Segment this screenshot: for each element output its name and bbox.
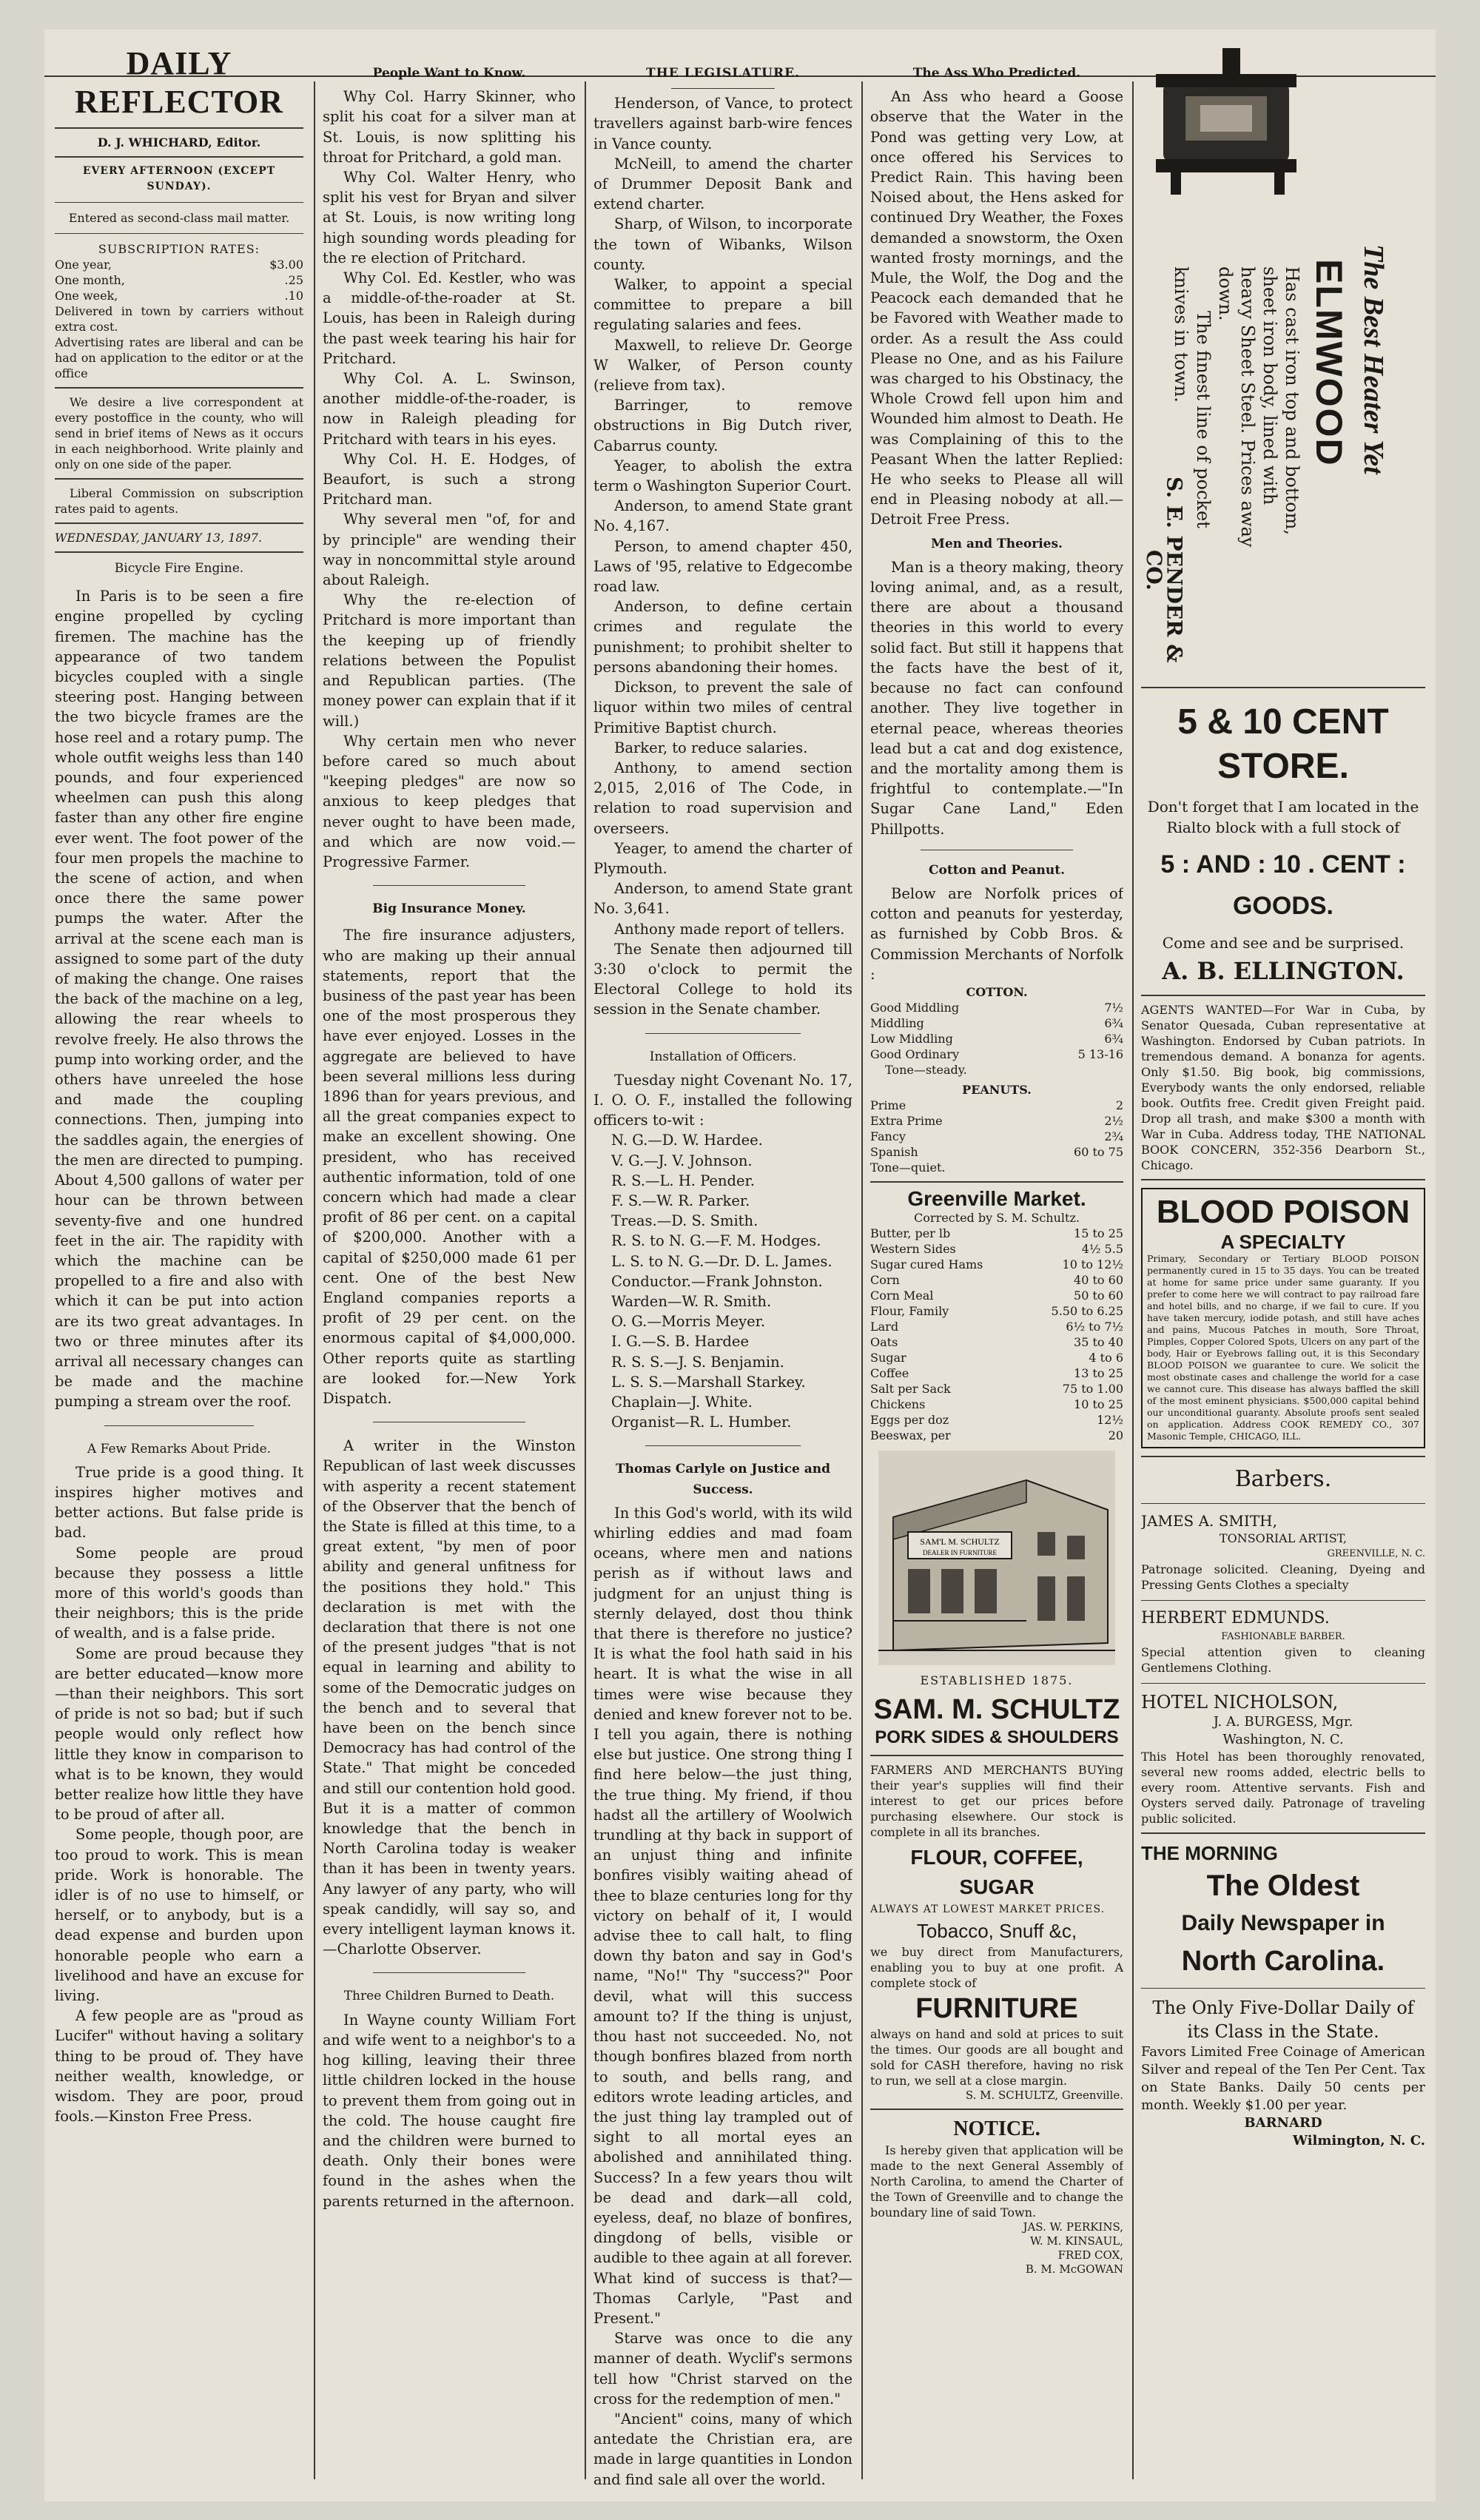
article-heading: People Want to Know. [372,66,526,81]
legislature-item: Dickson, to prevent the sale of liquor within two miles of central Primitive Baptist church. [593,679,852,736]
stove-line: down. [1215,266,1237,321]
officers-list [593,1130,852,1432]
masthead-title: DAILY REFLECTOR [74,45,284,120]
legislature-item: Anthony made report of tellers. [614,920,845,938]
list-item: L. S. to N. G.—Dr. D. L. James. [611,1252,832,1270]
article-body: The fire insurance adjusters, who are making up their annual statements, report that the business of the past year has been one of the most prosperous they have ever enjoyed. Losses in the aggregate are believed to have been several millions less during 1896 than for years previous, and all the great companies expect to make an excellent showing. One president, who has received authentic information, told of one concern which had made a clear profit of 86 per cent. on a capital of $200,000. Another with a capital of $250,000 made 61 per cent. One of the best New England companies reports a profit of 29 per cent. on the enormous capital of $4,000,000. Other reports quite as startling are looked for.—New York Dispatch. [323,927,576,1407]
notice-heading: NOTICE. [953,2117,1040,2141]
list-item: I. G.—S. B. Hardee [611,1333,749,1351]
store-owner: A. B. ELLINGTON. [1162,957,1405,985]
advertising-note: Advertising rates are liberal and can be had on application to the editor or at the office [55,335,303,380]
table-title: COTTON. [966,984,1028,999]
rate-row: One week, .10 [55,289,303,303]
article-paragraph: True pride is a good thing. It inspires higher motives and better actions. But false pride is bad. [55,1463,303,1542]
notice-signature: FRED COX, [1057,2248,1123,2262]
table-row: Chickens 10 to 25 [870,1397,1123,1412]
store-title: 5 & 10 CENT STORE. [1177,702,1389,786]
legislature-item: Yeager, to abolish the extra term o Washington Superior Court. [593,457,852,495]
column-2 [323,59,576,2487]
schultz-tobacco: Tobacco, Snuff &c, [916,1920,1077,1943]
morning-daily: Daily Newspaper in [1181,1911,1385,1935]
peanuts-table [870,1098,1123,1175]
article-paragraph: Why Col. Harry Skinner, who split his coat for a silver man at St. Louis, is now splitting his throat for Pritchard, a gold man. [323,88,576,166]
article-paragraph: Some are proud because they are better educated—know more—than their neighbors. This sort of pride is not so bad; but if such people would only reflect how little they know in comparison to what is to be known, they would better realize how little they have to be proud of after all. [55,1644,303,1824]
article-paragraph: Why the re-election of Pritchard is more important than the keeping up of friendly relations between the Populist and Republican parties. (The money power can explain that if it will.) [323,591,576,730]
article-heading: Men and Theories. [931,536,1063,551]
article-heading: THE LEGISLATURE. [646,66,800,81]
correspondent-note: We desire a live correspondent at every postoffice in the county, who will send in brief items of News as it occurs in each neighborhood. Write plainly and only on one side of the paper. [55,395,303,471]
list-item: R. S. to N. G.—F. M. Hodges. [611,1232,821,1250]
article-heading: The Ass Who Predicted. [912,66,1081,81]
legislature-item: Barker, to reduce salaries. [614,739,808,756]
table-row: Extra Prime 2½ [870,1113,1123,1128]
table-row: Spanish 60 to 75 [870,1144,1123,1159]
list-item: Warden—W. R. Smith. [611,1292,772,1310]
article-paragraph: Why Col. A. L. Swinson, another middle-of-the-roader, is now in Raleigh pleading for Pritchard with tears in his eyes. [323,370,576,448]
table-row: Flour, Family 5.50 to 6.25 [870,1304,1123,1319]
list-item: F. S.—W. R. Parker. [611,1192,750,1209]
table-row: Western Sides 4½ 5.5 [870,1242,1123,1257]
stove-line: heavy Sheet Steel. Prices away [1237,266,1259,548]
stove-line: knives in town. [1171,266,1192,403]
article-paragraph: Why Col. H. E. Hodges, of Beaufort, is such a strong Pritchard man. [323,450,576,508]
legislature-item: The Senate then adjourned till 3:30 o'clock to permit the Electoral College to hold its session in the Senate chamber. [593,940,852,1018]
table-row: Fancy 2¾ [870,1129,1123,1143]
stove-line: sheet iron body, lined with [1259,266,1281,505]
stove-brand: The Best Heater Yet [1358,244,1390,474]
column-rule [1132,81,1134,2479]
table-row: Sugar cured Hams 10 to 12½ [870,1257,1123,1272]
stove-seller: S. E. PENDER & CO. [1142,477,1187,663]
edmunds-name: HERBERT EDMUNDS. [1141,1609,1330,1627]
list-item: O. G.—Morris Meyer. [611,1313,766,1331]
list-item: Chaplain—J. White. [611,1394,753,1411]
blood-poison-heading: BLOOD POISON [1156,1194,1410,1230]
store-goods: 5 : AND : 10 . CENT : GOODS. [1160,850,1406,920]
legislature-item: McNeill, to amend the charter of Drummer Deposit Bank and extend charter. [593,155,852,213]
article-heading: A Few Remarks About Pride. [87,1441,272,1456]
article-heading: Big Insurance Money. [372,901,526,917]
stove-icon [1141,44,1319,200]
article-heading: Installation of Officers. [649,1049,797,1064]
editor-line: D. J. WHICHARD, Editor. [97,135,261,149]
store-building-icon [878,1451,1115,1665]
table-row: Oats 35 to 40 [870,1335,1123,1350]
edmunds-text: Special attention given to cleaning Gentlemens Clothing. [1141,1645,1425,1675]
rate-row: One year, $3.00 [55,258,303,272]
column-rule [861,81,863,2479]
list-item: R. S.—L. H. Pender. [611,1172,755,1189]
schultz-prices: ALWAYS AT LOWEST MARKET PRICES. [870,1904,1106,1916]
legislature-item: Maxwell, to relieve Dr. George W Walker, of Person county (relieve from tax). [593,336,852,394]
column-4 [870,59,1123,2487]
morning-publisher: BARNARD [1244,2115,1322,2131]
smith-title: TONSORIAL ARTIST, [1219,1531,1348,1545]
morning-nc: North Carolina. [1181,1946,1385,1977]
column-1 [55,44,303,2487]
article-paragraph: Tuesday night Covenant No. 17, I. O. O. F., installed the following officers to-wit : [593,1071,852,1129]
morning-only: The Only Five-Dollar Daily of its Class in the State. [1152,1997,1414,2042]
schultz-tobacco-text: we buy direct from Manufacturers, enabling you to buy at one profit. A complete stock of [870,1945,1123,1991]
article-paragraph: Below are Norfolk prices of cotton and peanuts for yesterday, as furnished by Cobb Bros. & Commission Merchants of Norfolk : [870,884,1123,983]
stove-name: ELMWOOD [1308,259,1350,467]
legislature-item: Anderson, to define certain crimes and regulate the punishment; to prohibit shelter to persons abandoning their homes. [593,598,852,676]
notice-signature: B. M. McGOWAN [1025,2262,1123,2277]
agents-ad: AGENTS WANTED—For War in Cuba, by Senator Quesada, Cuban representative at Washington. Endorsed by Cuban patriots. In tremendous demand. A bonanza for agents. Only $1.50. Big book, big commissions, Everybody wants the only endorsed, reliable book. Outfits free. Credit given Freight paid. Drop all trash, and make $300 a month with War in Cuba. Address today, THE NATIONAL BOOK CONCERN, 352-356 Dearborn St., Chicago. [1141,1003,1425,1172]
legislature-item: Anderson, to amend State grant No. 4,167. [593,497,852,535]
rates-table [55,257,303,381]
delivery-note: Delivered in town by carriers without extra cost. [55,304,303,334]
schultz-text: FARMERS AND MERCHANTS BUYing their year's supplies will find their interest to get our prices before purchasing elsewhere. Our stock is complete in all its branches. [870,1763,1123,1840]
article-body: In Paris is to be seen a fire engine propelled by cycling firemen. The machine has the appearance of two tandem bicycles coupled with a single steering post. Hanging between the two bicycle frames are the hose reel and a rotary pump. The whole outfit weighs less than 140 pounds, and four experienced wheelmen can push this along faster than any other fire engine ever went. The foot power of the four men propels the machine to the scene of action, and when once there the same power pumps the water. After the arrival at the scene each man is assigned to some part of the duty of making the change. One raises the back of the machine on a leg, allowing the rear wheels to revolve freely. He also throws the pump into working order, and the others have unreeled the hose and made the coupling connections. Then, jumping into the saddles again, the energies of the men are directed to pumping. About 4,500 gallons of water per hour can be thrown between seventy-five and one hundred feet in the air. The rapidity with which the machine can be propelled to a fire and also with which it can be put into action are its two great advantages. In two or three minutes after its arrival all necessary changes can be made and the machine pumping a stream over the roof. [55,588,303,1411]
table-row: Salt per Sack 75 to 1.00 [870,1382,1123,1397]
schultz-signature: S. M. SCHULTZ, Greenville. [965,2089,1123,2103]
stove-line: The finest line of pocket [1193,311,1214,528]
stove-advertisement [1141,44,1425,681]
rate-row: One month, .25 [55,273,303,287]
article-heading: Three Children Burned to Death. [343,1989,555,2004]
publication-schedule: EVERY AFTERNOON (EXCEPT SUNDAY). [82,165,276,192]
notice-signature: JAS. W. PERKINS, [1023,2220,1123,2234]
newspaper-page [44,30,1436,2501]
schultz-items-2: FLOUR, COFFEE, SUGAR [910,1846,1083,1899]
article-body: An Ass who heard a Goose observe that the Water in the Pond was getting very Low, at once offered his Services to Predict Rain. This having been Noised about, the Hens asked for continued Dry Weather, the Foxes demanded a snowstorm, the Oxen wanted frosty mornings, and the Mule, the Wolf, the Dog and the Peacock each demanded that he be Favored with Weather made to order. As a result the Ass could Please no One, and as his Failure was charged to his Obstinacy, the Whole Crowd fell upon him and Wounded him almost to Death. He was Complaining of this to the Peasant When the latter Replied: He who seeks to Please all will end in Pleasing nobody at all.—Detroit Free Press. [870,88,1123,528]
legislature-item: Sharp, of Wilson, to incorporate the town of Wibanks, Wilson county. [593,215,852,273]
notice-text: Is hereby given that application will be made to the next General Assembly of North Carolina, to amend the Charter of the Town of Greenville and to change the boundary line of said Town. [870,2143,1123,2220]
table-row: Lard 6½ to 7½ [870,1320,1123,1334]
market-byline: Corrected by S. M. Schultz. [914,1211,1080,1226]
list-item: V. G.—J. V. Johnson. [611,1152,753,1169]
table-row: Tone—quiet. [870,1160,946,1175]
hotel-manager: J. A. BURGESS, Mgr. [1213,1714,1353,1730]
list-item: Organist—R. L. Humber. [611,1414,792,1431]
table-row: Prime 2 [870,1098,1123,1112]
market-table [870,1226,1123,1443]
list-item: Conductor.—Frank Johnston. [611,1272,823,1290]
smith-town: GREENVILLE, N. C. [1327,1548,1425,1559]
legislature-item: Anthony, to amend section 2,015, 2,016 of The Code, in relation to road supervision and overseers. [593,759,852,837]
morning-heading: THE MORNING [1141,1842,1278,1864]
schultz-name: SAM. M. SCHULTZ [873,1694,1120,1726]
article-paragraph: Starve was once to die any manner of death. Wyclif's sermons tell how "Christ starved on the cross for the redemption of men." [593,2330,852,2408]
article-paragraph: Why Col. Walter Henry, who split his vest for Bryan and silver at St. Louis, is now writing long high sounding words pleading for the re election of Pritchard. [323,169,576,266]
column-5 [1141,44,1425,2487]
schultz-items: PORK SIDES & SHOULDERS [875,1727,1119,1748]
article-paragraph: Why certain men who never before cared so much about "keeping pledges" are now so anxious to keep pledges that never ought to have been made, and which are now void.—Progressive Farmer. [323,732,576,870]
article-heading: Thomas Carlyle on Justice and Success. [615,1462,831,1497]
furniture-heading: FURNITURE [915,1993,1078,2025]
legislature-item: Henderson, of Vance, to protect travellers against barb-wire fences in Vance county. [593,95,852,152]
blood-poison-ad [1141,1188,1425,1448]
smith-name: JAMES A. SMITH, [1141,1512,1277,1530]
article-paragraph: "Ancient" coins, many of which antedate the Christian era, are made in large quantities in London and find sale all over the world. [593,2410,852,2487]
article-body: In this God's world, with its wild whirling eddies and mad foam oceans, where men and nations perish as if without laws and judgment for an unjust thing is sternly delayed, dost thou think that there is therefore no justice? It is what the fool hath said in his heart. It is what the wise in all times were wise because they denied and knew forever not to be. I tell you again, there is nothing else but justice. One strong thing I find here below—the just thing, the true thing. My friend, if thou hadst all the artillery of Woolwich trundling at thy back in support of an unjust thing and infinite bonfires visibly waiting ahead of thee to blaze centuries long for thy victory on behalf of it, I would advise thee to call halt, to fling down thy baton and say in God's name, "No!" Thy "success?" Poor devil, what will this success amount to? If the thing is unjust, thou hast not succeeded. No, not though bonfires blazed from north to south, and bells rang, and editors wrote leading articles, and the just thing lay trampled out of sight to all mortal eyes an abolished and annihilated thing. Success? In a few years thou wilt be dead and dark—all cold, eyeless, deaf, no blaze of bonfires, dingdong of bells, visible or audible to thee again at all forever. What kind of success is that?—Thomas Carlyle, "Past and Present." [593,1504,852,2327]
list-item: Treas.—D. S. Smith. [611,1212,758,1230]
legislature-item: Barringer, to remove obstructions in Big Dutch river, Cabarrus county. [593,397,852,454]
table-row: Sugar 4 to 6 [870,1351,1123,1365]
mail-notice: Entered as second-class mail matter. [68,211,290,225]
store-sign: SAM'L M. SCHULTZ [920,1536,1000,1548]
store-illustration [878,1451,1115,1665]
store-sign-sub: DEALER IN FURNITURE [923,1549,997,1557]
table-row: Corn Meal 50 to 60 [870,1288,1123,1303]
column-rule [585,81,586,2479]
smith-text: Patronage solicited. Cleaning, Dyeing and Pressing Gents Clothes a specialty [1141,1562,1425,1592]
notice-signature: W. M. KINSAUL, [1030,2234,1123,2248]
article-heading: Bicycle Fire Engine. [114,561,244,576]
article-body: In Wayne county William Fort and wife went to a neighbor's to a hog killing, leaving their three little children locked in the house to prevent them from going out in the cold. The house caught fire and the children were burned to death. Only their bones were found in the ashes when the parents returned in the afternoon. [323,2011,576,2210]
commission-note: Liberal Commission on subscription rates paid to agents. [55,486,303,516]
article-paragraph: Why several men "of, for and by principle" are wending their way in noncommittal style around about Raleigh. [323,511,576,589]
store-text: Don't forget that I am located in the Rialto block with a full stock of [1147,798,1419,836]
article-body: Man is a theory making, theory loving animal, and, as a result, there are about a thousand theories in this world to every solid fact. But still it happens that the facts have the best of it, because no fact can confound another. They live together in eternal peace, whereas theories lead but a cat and dog existence, and the mortality among them is frightful to contemplate.—"In Sugar Cane Land," Eden Phillpotts. [870,558,1123,838]
table-row: Good Middling 7½ [870,1000,1123,1015]
rates-title: SUBSCRIPTION RATES: [98,242,260,256]
edmunds-title: FASHIONABLE BARBER. [1221,1631,1345,1642]
table-row: Eggs per doz 12½ [870,1413,1123,1428]
list-item: N. G.—D. W. Hardee. [611,1132,763,1149]
hotel-name: HOTEL NICHOLSON, [1141,1692,1339,1713]
article-heading: Cotton and Peanut. [928,862,1066,878]
table-title: PEANUTS. [962,1082,1032,1097]
blood-poison-text: Primary, Secondary or Tertiary BLOOD POISON permanently cured in 15 to 35 days. You can be treated at home for same price under same guaranty. If you prefer to come here we will contract to pay railroad fare and hotel bills, and no charge, if we fail to cure. If you have taken mercury, iodide potash, and still have aches and pains, Mucous Patches in mouth, Sore Throat, Pimples, Copper Colored Spots, Ulcers on any part of the body, Hair or Eyebrows falling out, it is this Secondary BLOOD POISON we guarantee to cure. We solicit the most obstinate cases and challenge the world for a case we cannot cure. This disease has always baffled the skill of the most eminent physicians. $500,000 capital behind our unconditional guaranty. Absolute proofs sent sealed on application. Address COOK REMEDY CO., 307 Masonic Temple, CHICAGO, ILL. [1147,1253,1419,1442]
legislature-item: Walker, to appoint a special committee to prepare a bill regulating salaries and fees. [593,276,852,334]
article-paragraph: Some people are proud because they possess a little more of this world's goods than their neighbors; this is the pride of wealth, and is a false pride. [55,1544,303,1642]
table-row: Good Ordinary 5 13-16 [870,1046,1123,1061]
article-body: A writer in the Winston Republican of last week discusses with asperity a recent statement of the Observer that the bench of the State is filled at this time, to a great extent, "by men of poor ability and general unfitness for the positions they hold." This declaration is met with the declaration that there is not one of the present judges "that is not equal in learning and ability to some of the Democratic judges on the bench and to several that have been on the bench since Democracy has had control of the State." That might be conceded and still our contention hold good. But it is a matter of common knowledge that the bench in North Carolina today is weaker than it has been in twenty years. Any lawyer of any party, who will speak candidly, will say so, and every intelligent layman knows it.—Charlotte Observer. [323,1437,576,1958]
blood-poison-sub: A SPECIALTY [1220,1231,1346,1253]
barbers-heading: Barbers. [1234,1466,1332,1492]
table-row: Coffee 13 to 25 [870,1366,1123,1381]
stove-line: Has cast iron top and bottom, [1282,266,1303,535]
table-row: Beeswax, per 20 [870,1428,1123,1443]
furniture-text: always on hand and sold at prices to suit the times. Our goods are all bought and sold for CASH therefore, having no risk to run, we sell at a close margin. [870,2027,1123,2089]
morning-town: Wilmington, N. C. [1292,2133,1425,2148]
table-row: Tone—steady. [885,1062,967,1077]
article-paragraph: Some people, though poor, are too proud to work. This is mean pride. Work is honorable. The idler is of no use to himself, or herself, or to anybody, but is a dead expense and burden upon honorable people who earn a livelihood and have an excuse for living. [55,1826,303,2005]
cotton-table [870,1000,1123,1078]
market-heading: Greenville Market. [907,1186,1086,1210]
legislature-item: Anderson, to amend State grant No. 3,641. [593,880,852,918]
hotel-town: Washington, N. C. [1222,1732,1344,1747]
established-line: ESTABLISHED 1875. [920,1673,1074,1688]
legislature-item: Person, to amend chapter 450, Laws of '95, relative to Edgecombe road law. [593,537,852,596]
hotel-text: This Hotel has been thoroughly renovated, several new rooms added, electric bells to every room. Attentive servants. Fish and Oysters served daily. Patronage of traveling public solicited. [1141,1750,1425,1826]
table-row: Corn 40 to 60 [870,1273,1123,1288]
list-item: R. S. S.—J. S. Benjamin. [611,1353,784,1371]
morning-text: Favors Limited Free Coinage of American Silver and repeal of the Ten Per Cent. Tax on State Banks. Daily 50 cents per month. Weekly $1.00 per year. [1141,2044,1425,2113]
table-row: Low Middling 6¾ [870,1031,1123,1046]
legislature-item: Yeager, to amend the charter of Plymouth. [593,839,852,877]
article-paragraph: Why Col. Ed. Kestler, who was a middle-of-the-roader at St. Louis, has been in Raleigh during the past week tearing his hair for Pritchard. [323,269,576,367]
store-invite: Come and see and be surprised. [1162,934,1405,952]
column-3 [593,59,852,2487]
table-row: Butter, per lb 15 to 25 [870,1226,1123,1241]
article-paragraph: A few people are as "proud as Lucifer" without having a solitary thing to be proud of. They have neither wealth, knowledge, or wisdom. They are poor, proud fools.—Kinston Free Press. [55,2007,303,2126]
list-item: L. S. S.—Marshall Starkey. [611,1373,806,1391]
morning-oldest: The Oldest [1206,1869,1360,1902]
column-rule [314,81,315,2479]
dateline: WEDNESDAY, JANUARY 13, 1897. [55,531,263,545]
table-row: Middling 6¾ [870,1015,1123,1030]
